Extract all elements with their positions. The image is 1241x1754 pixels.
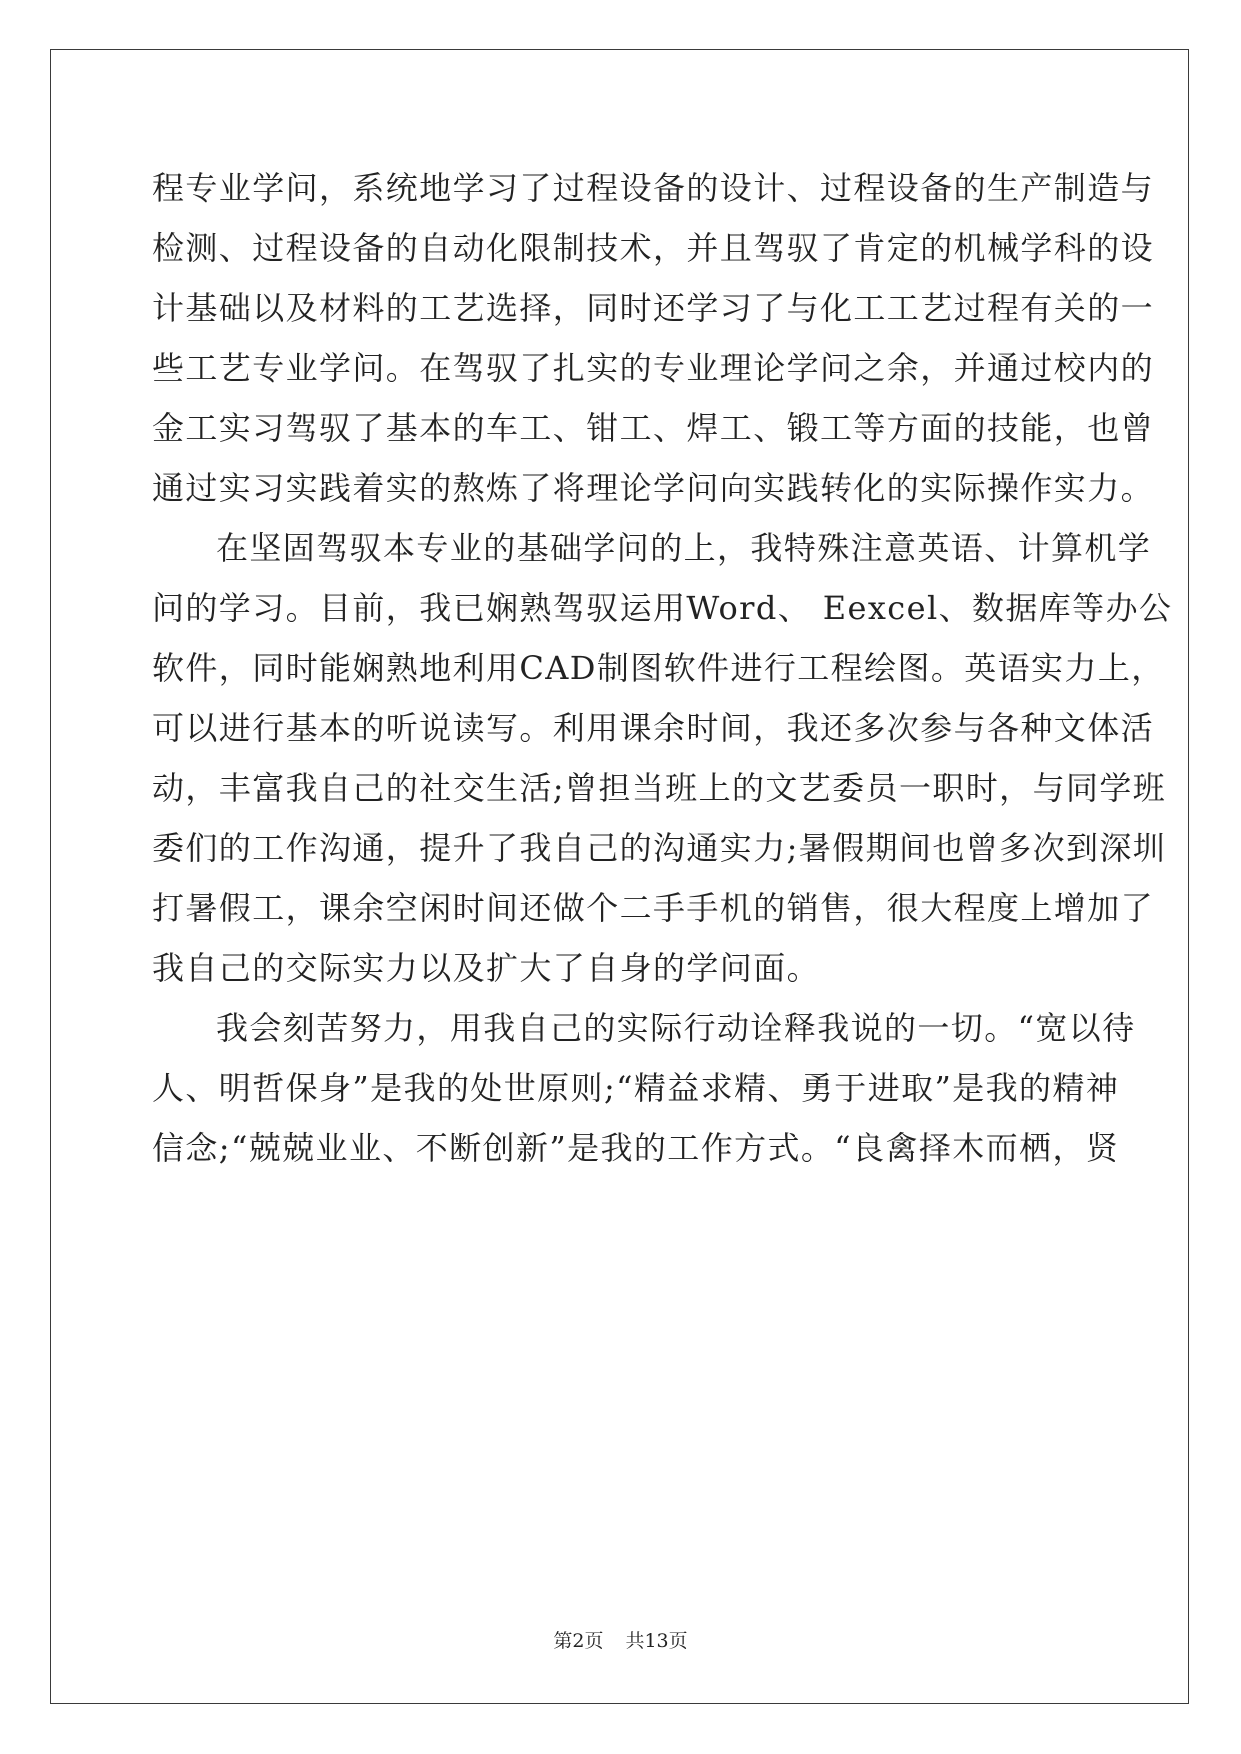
text-line: 金工实习驾驭了基本的车工、钳工、焊工、锻工等方面的技能，也曾 xyxy=(152,409,1155,447)
page-number: 第2页 xyxy=(553,1630,604,1652)
text-line: 动，丰富我自己的社交生活;曾担当班上的文艺委员一职时，与同学班 xyxy=(152,769,1167,807)
text-line: 可以进行基本的听说读写。利用课余时间，我还多次参与各种文体活 xyxy=(152,709,1155,747)
text-line: 检测、过程设备的自动化限制技术，并且驾驭了肯定的机械学科的设 xyxy=(152,229,1155,267)
page-total: 共13页 xyxy=(625,1630,688,1652)
text-line: 些工艺专业学问。在驾驭了扎实的专业理论学问之余，并通过校内的 xyxy=(152,349,1155,387)
text-line: 程专业学问，系统地学习了过程设备的设计、过程设备的生产制造与 xyxy=(152,169,1155,207)
document-body xyxy=(152,158,1173,1178)
text-line: 软件，同时能娴熟地利用CAD制图软件进行工程绘图。英语实力上， xyxy=(152,649,1165,687)
page-footer xyxy=(0,1626,1241,1653)
text-line: 通过实习实践着实的熬炼了将理论学问向实践转化的实际操作实力。 xyxy=(152,469,1155,507)
text-line: 委们的工作沟通，提升了我自己的沟通实力;暑假期间也曾多次到深圳 xyxy=(152,829,1167,867)
text-line: 信念;“兢兢业业、不断创新”是我的工作方式。“良禽择木而栖，贤 xyxy=(152,1129,1120,1167)
text-line: 打暑假工，课余空闲时间还做个二手手机的销售，很大程度上增加了 xyxy=(152,889,1155,927)
text-line: 人、明哲保身”是我的处世原则;“精益求精、勇于进取”是我的精神 xyxy=(152,1069,1120,1107)
paragraph-first-line: 在坚固驾驭本专业的基础学问的上，我特殊注意英语、计算机学 xyxy=(216,529,1152,567)
paragraph-first-line: 我会刻苦努力，用我自己的实际行动诠释我说的一切。“宽以待 xyxy=(216,1009,1136,1047)
text-line: 计基础以及材料的工艺选择，同时还学习了与化工工艺过程有关的一 xyxy=(152,289,1155,327)
text-line: 我自己的交际实力以及扩大了自身的学问面。 xyxy=(152,949,821,987)
text-line: 问的学习。目前，我已娴熟驾驭运用Word、 Eexcel、数据库等办公 xyxy=(152,589,1173,627)
